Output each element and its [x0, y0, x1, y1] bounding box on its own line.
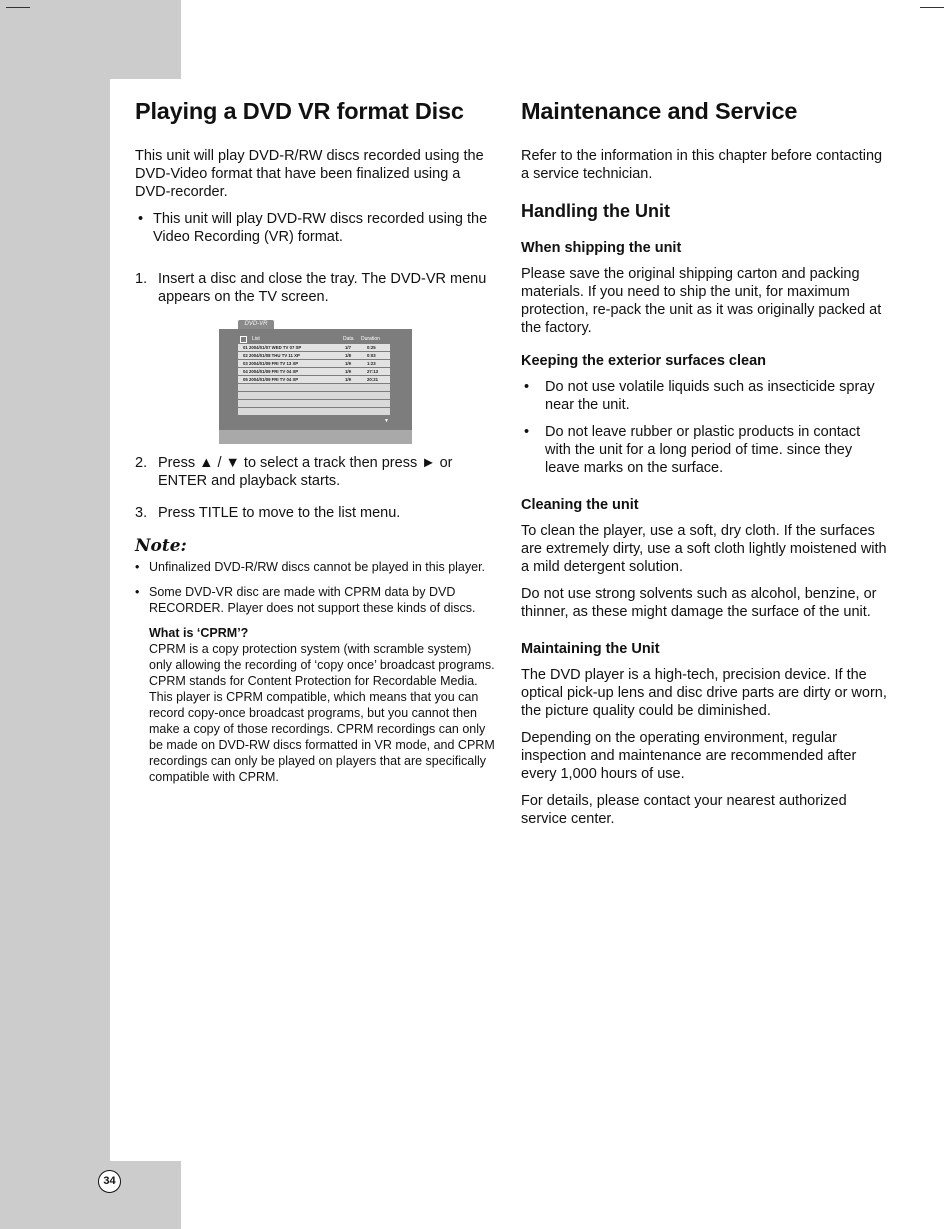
step-number: 1.: [135, 271, 148, 288]
track-row-empty: [238, 408, 390, 415]
maintaining-text-1: The DVD player is a high-tech, precision device. If the optical pick-up lens and disc drive parts are dirty or worn, the picture quality could be diminished.: [521, 667, 887, 720]
step-text: Insert a disc and close the tray. The DVD-VR menu appears on the TV screen.: [158, 271, 487, 306]
cprm-box: [135, 625, 497, 785]
dvd-vr-title: Playing a DVD VR format Disc: [135, 98, 464, 124]
duration-label: Duration: [361, 336, 380, 343]
cleaning-text-1: To clean the player, use a soft, dry cloth. If the surfaces are extremely dirty, use a soft cloth lightly moistened with a mild detergent solution.: [521, 523, 887, 576]
maintaining-heading: Maintaining the Unit: [521, 641, 660, 658]
cprm-title: What is ‘CPRM’?: [149, 626, 249, 641]
handling-subtitle: Handling the Unit: [521, 201, 670, 222]
screen-body: [219, 329, 412, 444]
screen-tab: DVD-VR: [238, 320, 274, 329]
crop-mark-right: [920, 7, 944, 8]
track-duration: 0:25: [367, 345, 376, 351]
cleaning-heading: Cleaning the unit: [521, 497, 639, 514]
cleaning-text-2: Do not use strong solvents such as alcohol, benzine, or thinner, as these might damage the surface of the unit.: [521, 586, 877, 621]
date-label: Data: [343, 336, 354, 343]
track-date: 1/9: [345, 377, 351, 383]
track-date: 1/9: [345, 361, 351, 367]
track-date: 1/8: [345, 353, 351, 359]
step-1: [135, 270, 497, 306]
exterior-heading: Keeping the exterior surfaces clean: [521, 353, 766, 370]
step-number: 3.: [135, 505, 148, 522]
cprm-text-1: CPRM is a copy protection system (with scramble system) only allowing the recording of ‘copy once’ broadcast programs. CPRM stands for Content Protection for Recordable Media.: [149, 642, 495, 689]
track-info: 05 2004/01/09 FRI TV 04 XP: [243, 377, 299, 383]
shipping-heading: When shipping the unit: [521, 240, 682, 257]
dvd-vr-intro: This unit will play DVD-R/RW discs recorded using the DVD-Video format that have been finalized using a DVD-recorder.: [135, 148, 484, 201]
left-column: [135, 98, 497, 785]
list-icon: [240, 336, 247, 343]
step-number: 2.: [135, 455, 148, 472]
track-duration: 27:13: [367, 369, 378, 375]
track-duration: 1:23: [367, 361, 376, 367]
maintaining-text-3: For details, please contact your nearest authorized service center.: [521, 793, 847, 828]
list-label: List: [252, 336, 260, 343]
track-info: 02 2004/01/08 THU TV 11 XP: [243, 353, 300, 359]
track-row-empty: [238, 384, 390, 391]
page-bottom-band: [110, 1161, 181, 1229]
track-info: 03 2004/01/09 FRI TV 13 XP: [243, 361, 299, 367]
page-top-band: [110, 0, 181, 79]
step-text: Press ▲ / ▼ to select a track then press ► or ENTER and playback starts.: [158, 455, 453, 490]
dvd-vr-menu-screen: [219, 320, 412, 444]
exterior-bullet: • Do not use volatile liquids such as insecticide spray near the unit.: [521, 378, 887, 414]
list-header: [240, 335, 390, 344]
screen-footer: [219, 430, 412, 444]
crop-mark-left: [6, 7, 30, 8]
right-column: [521, 98, 887, 837]
exterior-bullet: • Do not leave rubber or plastic products in contact with the unit for a long period of time. since they leave marks on the surface.: [521, 423, 887, 477]
note-item: • Unfinalized DVD-R/RW discs cannot be played in this player.: [135, 559, 497, 575]
step-text: Press TITLE to move to the list menu.: [158, 505, 401, 522]
track-date: 1/7: [345, 345, 351, 351]
maintaining-text-2: Depending on the operating environment, regular inspection and maintenance are recommended after every 1,000 hours of use.: [521, 730, 857, 783]
track-duration: 0:03: [367, 353, 376, 359]
page-number: 34: [98, 1170, 121, 1193]
track-info: 04 2004/01/09 FRI TV 04 XP: [243, 369, 299, 375]
note-item: • Some DVD-VR disc are made with CPRM data by DVD RECORDER. Player does not support these kinds of discs.: [135, 584, 497, 616]
track-row: [238, 376, 390, 383]
track-list: [238, 344, 390, 416]
step-2: [135, 454, 497, 490]
page-margin-band: [0, 0, 110, 1229]
maintenance-intro: Refer to the information in this chapter before contacting a service technician.: [521, 148, 883, 183]
track-row: [238, 360, 390, 367]
track-row: [238, 352, 390, 359]
track-row-empty: [238, 400, 390, 407]
step-3: [135, 504, 497, 522]
track-row-empty: [238, 392, 390, 399]
cprm-text-2: This player is CPRM compatible, which means that you can record copy-once broadcast programs, but you cannot then make a copy of those recordings. CPRM recordings can only be made on DVD-RW discs formatted in VR mode, and CPRM recordings can only be played on players that are specifically compatible with CPRM.: [149, 690, 495, 785]
note-title: Note:: [135, 536, 187, 557]
scroll-down-icon: ▼: [384, 418, 389, 425]
track-row: [238, 344, 390, 351]
track-date: 1/9: [345, 369, 351, 375]
dvd-vr-bullet: • This unit will play DVD-RW discs recorded using the Video Recording (VR) format.: [135, 210, 497, 246]
track-row: [238, 368, 390, 375]
track-duration: 20:21: [367, 377, 378, 383]
maintenance-title: Maintenance and Service: [521, 98, 798, 124]
shipping-text: Please save the original shipping carton and packing materials. If you need to ship the unit, for maximum protection, re-pack the unit as it was originally packed at the factory.: [521, 266, 882, 337]
track-info: 01 2004/01/07 WED TV 07 SP: [243, 345, 302, 351]
